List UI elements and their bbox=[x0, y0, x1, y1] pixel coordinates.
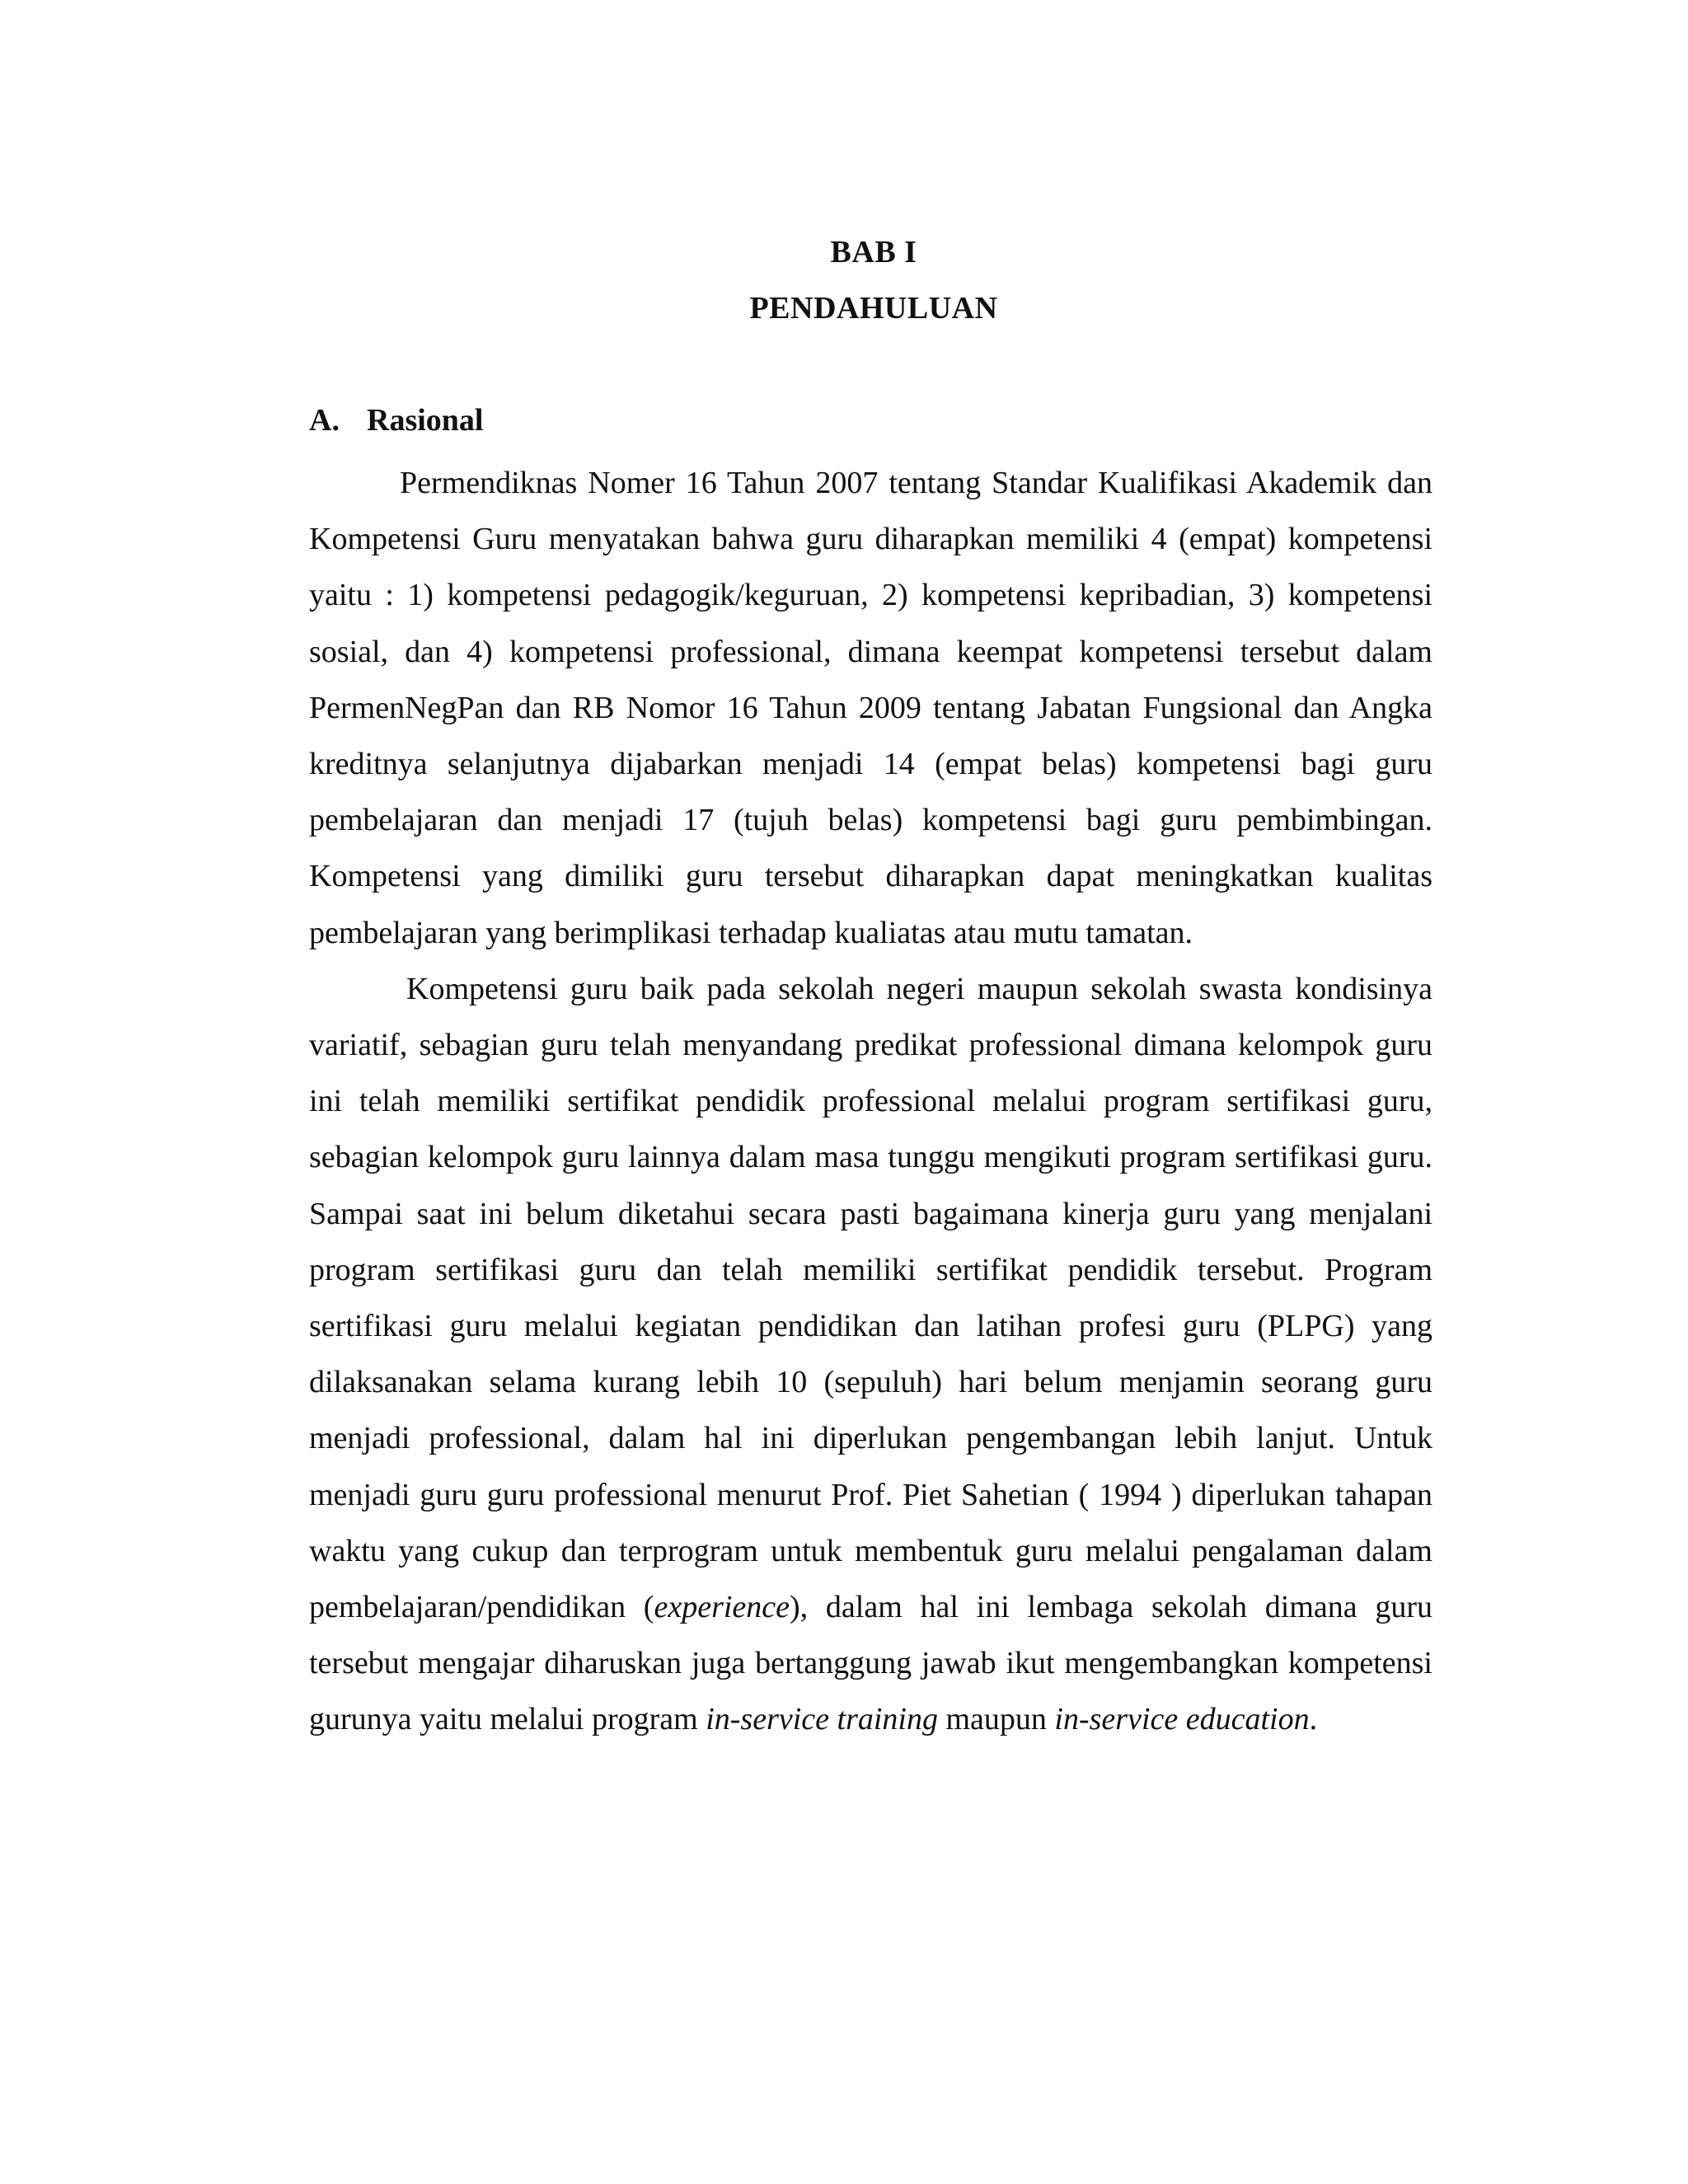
italic-term-experience: experience bbox=[654, 1590, 790, 1625]
chapter-title: PENDAHULUAN bbox=[749, 291, 998, 326]
section-title: Rasional bbox=[367, 403, 484, 438]
italic-term-in-service-education: in-service education bbox=[1054, 1702, 1310, 1737]
paragraph-2 bbox=[309, 961, 1432, 1748]
paragraph-2-text: Kompetensi guru baik pada sekolah negeri maupun sekolah swasta kondisinya variatif, sebagian guru telah menyandang predikat professional dimana kelompok guru ini telah memiliki sertifikat pendidik professional melalui program sertifikasi guru, sebagian kelompok guru lainnya dalam masa tunggu mengikuti program sertifikasi guru. Sampai saat ini belum diketahui secara pasti bagaimana kinerja guru yang menjalani program sertifikasi guru dan telah memiliki sertifikat pendidik tersebut. Program sertifikasi guru melalui kegiatan pendidikan dan latihan profesi guru (PLPG) yang dilaksanakan selama kurang lebih 10 (sepuluh) hari belum menjamin seorang guru menjadi professional, dalam hal ini diperlukan pengembangan lebih lanjut. Untuk menjadi guru guru professional menurut Prof. Piet Sahetian ( 1994 ) diperlukan tahapan waktu yang cukup dan terprogram untuk membentuk guru melalui pengalaman dalam pembelajaran/pendidikan ( bbox=[309, 971, 1432, 1625]
paragraph-1: Permendiknas Nomer 16 Tahun 2007 tentang Standar Kualifikasi Akademik dan Kompetensi Guru menyatakan bahwa guru diharapkan memiliki 4 (empat) kompetensi yaitu : 1) kompetensi pedagogik/keguruan, 2) kompetensi kepribadian, 3) kompetensi sosial, dan 4) kompetensi professional, dimana keempat kompetensi tersebut dalam PermenNegPan dan RB Nomor 16 Tahun 2009 tentang Jabatan Fungsional dan Angka kreditnya selanjutnya dijabarkan menjadi 14 (empat belas) kompetensi bagi guru pembelajaran dan menjadi 17 (tujuh belas) kompetensi bagi guru pembimbingan. Kompetensi yang dimiliki guru tersebut diharapkan dapat meningkatkan kualitas pembelajaran yang berimplikasi terhadap kualiatas atau mutu tamatan. bbox=[309, 466, 1432, 950]
paragraph-2-connector: maupun bbox=[937, 1702, 1055, 1737]
section-heading bbox=[309, 402, 483, 438]
italic-term-in-service-training: in-service training bbox=[706, 1702, 938, 1737]
body-text bbox=[309, 455, 1432, 1748]
section-letter: A. bbox=[309, 403, 340, 438]
paragraph-2-text-cont: ), dalam hal ini lembaga sekolah dimana guru tersebut mengajar diharuskan juga bertanggung jawab ikut mengembangkan kompetensi gurunya yaitu melalui program bbox=[309, 1590, 1433, 1737]
chapter-number: BAB I bbox=[830, 235, 917, 269]
paragraph-2-end: . bbox=[1309, 1702, 1318, 1737]
